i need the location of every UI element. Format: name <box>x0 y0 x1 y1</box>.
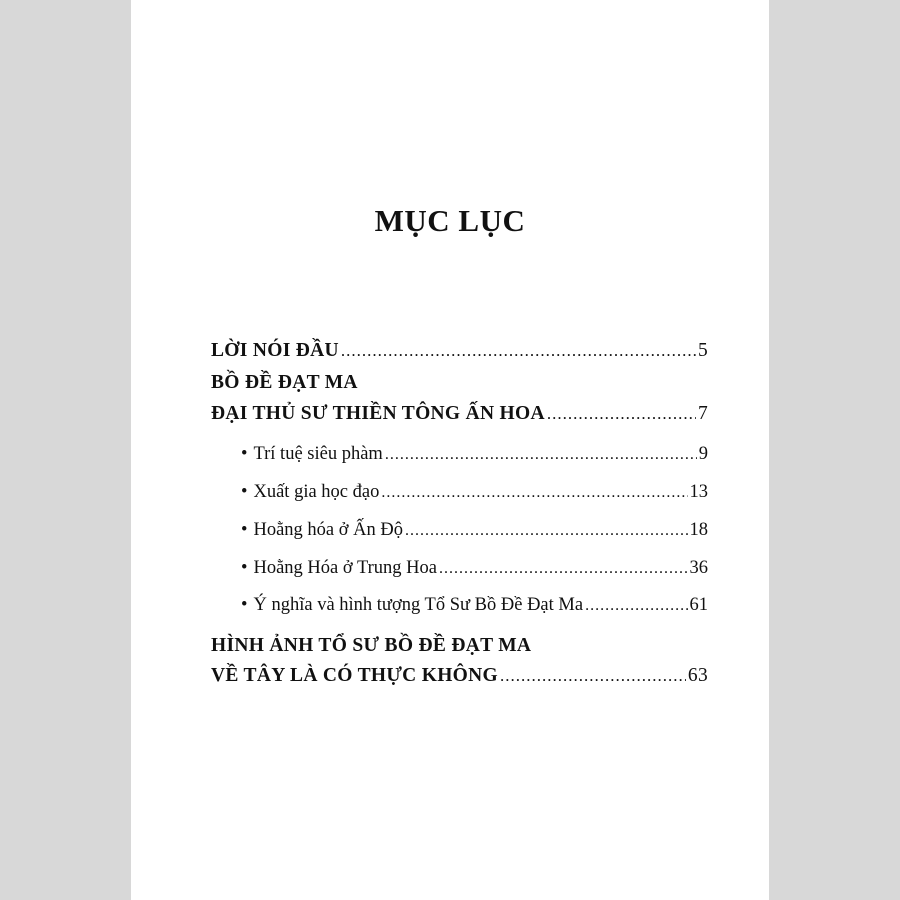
toc-page-number: 13 <box>689 482 708 502</box>
bullet-icon: • <box>241 520 248 540</box>
toc-entry-image-section-line1[interactable]: HÌNH ẢNH TỔ SƯ BỒ ĐỀ ĐẠT MA <box>211 635 532 656</box>
toc-subitem-label: Trí tuệ siêu phàm <box>253 444 383 464</box>
dot-leader <box>585 597 687 615</box>
toc-subitem-label: Hoằng Hóa ở Trung Hoa <box>253 558 437 578</box>
toc-subitem-label: Xuất gia học đạo <box>253 482 380 502</box>
page-title: MỤC LỤC <box>374 203 526 238</box>
toc-subitem-label: Hoằng hóa ở Ấn Độ <box>253 520 404 540</box>
bullet-icon: • <box>241 558 248 578</box>
toc-page-number: 63 <box>687 665 708 686</box>
dot-leader <box>341 341 696 361</box>
bullet-icon: • <box>241 482 248 502</box>
toc-page-number: 9 <box>698 444 708 464</box>
toc-entry-bodhidharma-line1[interactable]: BỒ ĐỀ ĐẠT MA <box>211 372 358 393</box>
toc-entry-bodhidharma[interactable] <box>211 403 708 425</box>
toc-entry-preface[interactable] <box>211 340 708 362</box>
toc-page-number: 18 <box>689 520 708 540</box>
book-page <box>131 0 769 900</box>
toc-subitem[interactable] <box>241 482 708 503</box>
dot-leader <box>439 560 688 578</box>
toc-entry-label: VỀ TÂY LÀ CÓ THỰC KHÔNG <box>211 665 498 686</box>
bullet-icon: • <box>241 444 248 464</box>
toc-subitem[interactable] <box>241 444 708 465</box>
toc-subitem[interactable] <box>241 558 708 579</box>
toc-page-number: 36 <box>689 558 708 578</box>
dot-leader <box>405 522 687 540</box>
dot-leader <box>381 484 687 502</box>
dot-leader <box>500 666 686 686</box>
toc-subitem-label: Ý nghĩa và hình tượng Tổ Sư Bồ Đề Đạt Ma <box>253 595 584 615</box>
toc-entry-label: LỜI NÓI ĐẦU <box>211 340 339 361</box>
toc-subitem[interactable] <box>241 520 708 541</box>
toc-page-number: 61 <box>689 595 708 615</box>
bullet-icon: • <box>241 595 248 615</box>
toc-entry-image-section[interactable] <box>211 665 708 687</box>
dot-leader <box>385 446 697 464</box>
dot-leader <box>547 404 696 424</box>
toc-page-number: 7 <box>697 403 708 424</box>
toc-page-number: 5 <box>697 340 708 361</box>
toc-subitem[interactable] <box>241 595 708 616</box>
toc-entry-label: ĐẠI THỦ SƯ THIỀN TÔNG ẤN HOA <box>211 403 545 424</box>
